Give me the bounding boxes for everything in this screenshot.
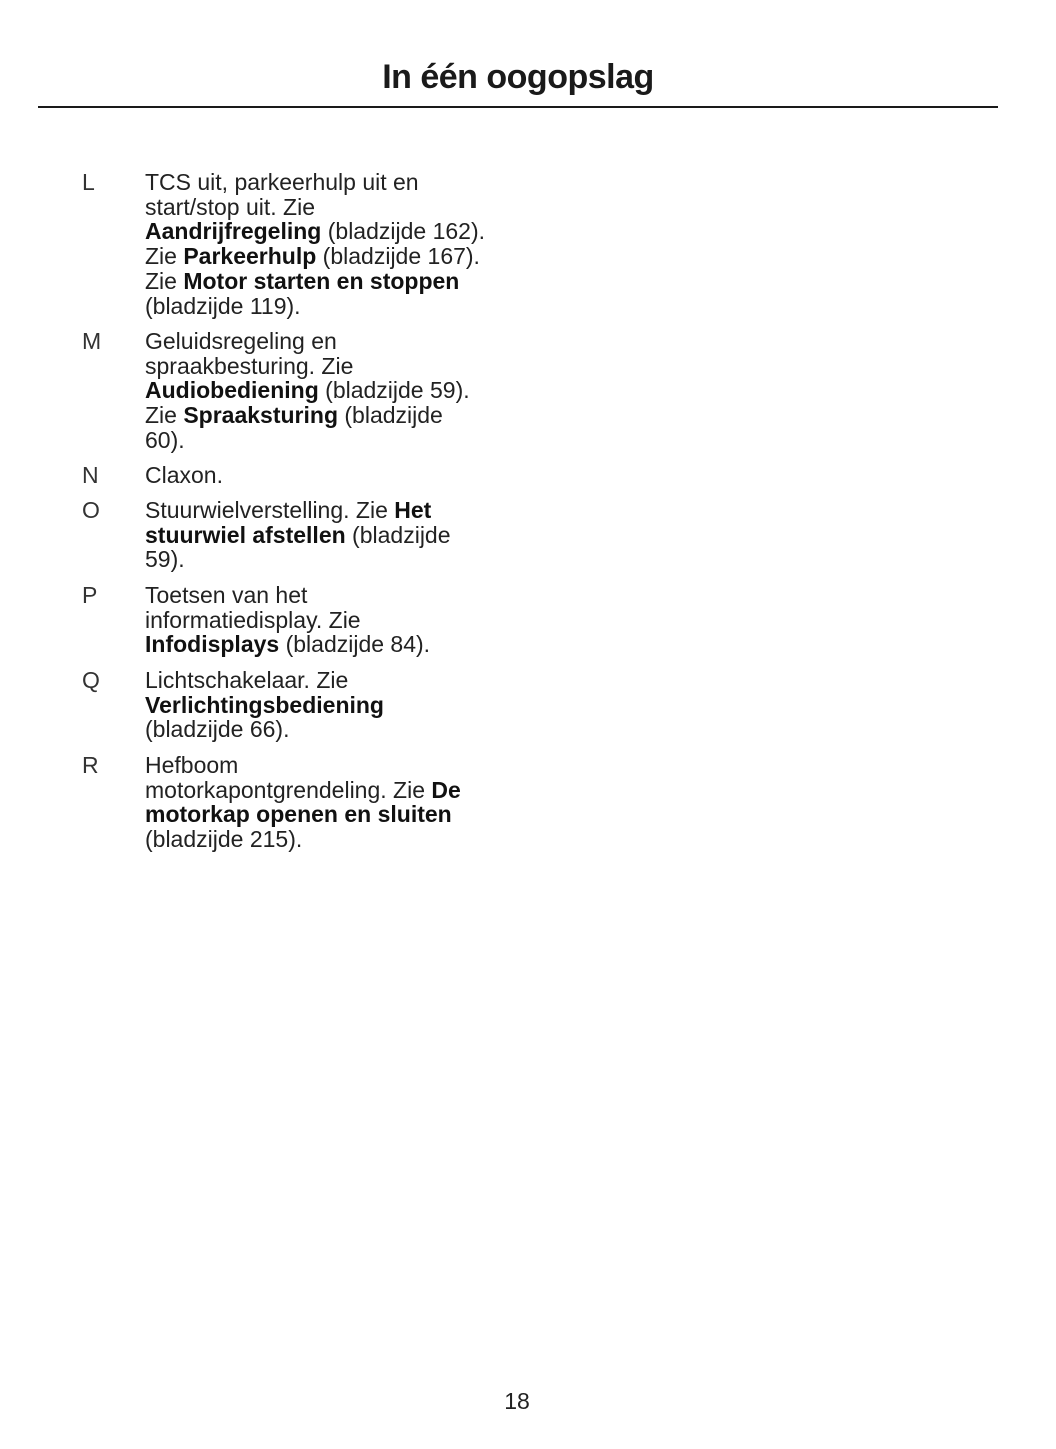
description-text: Claxon.: [145, 462, 223, 488]
section-reference: Aandrijfregeling: [145, 218, 322, 245]
legend-description: [145, 668, 505, 742]
description-text: (bladzijde: [345, 521, 451, 548]
description-text: (bladzijde 167).: [316, 243, 480, 270]
description-text: motorkapontgrendeling. Zie: [145, 776, 432, 803]
section-reference: motorkap openen en sluiten: [145, 801, 452, 828]
description-text: (bladzijde: [338, 402, 443, 429]
description-text: (bladzijde 215).: [145, 826, 303, 853]
description-text: Toetsen van het: [145, 582, 308, 608]
description-text: 59).: [145, 546, 185, 573]
legend-letter: O: [82, 497, 100, 523]
description-text: (bladzijde 66).: [145, 716, 290, 743]
description-text: (bladzijde 84).: [279, 631, 431, 658]
description-text: Stuurwielverstelling. Zie: [145, 497, 395, 523]
description-text: Zie: [145, 267, 184, 294]
description-text: Zie: [145, 402, 184, 429]
legend-letter: R: [82, 752, 99, 778]
legend-description: [145, 498, 505, 572]
section-reference: Het: [394, 497, 432, 523]
description-text: (bladzijde 59).: [318, 377, 470, 404]
legend-description: [145, 170, 505, 318]
section-reference: Audiobediening: [145, 377, 319, 404]
legend-description: [145, 583, 505, 657]
section-reference: Infodisplays: [145, 631, 280, 658]
page-number: 18: [504, 1388, 530, 1414]
legend-description: [145, 329, 505, 453]
section-reference: De: [431, 776, 461, 803]
section-reference: Motor starten en stoppen: [183, 267, 460, 294]
page-title: In één oogopslag: [382, 58, 654, 96]
description-text: Geluidsregeling en: [145, 328, 337, 354]
description-text: spraakbesturing. Zie: [145, 352, 354, 379]
legend-description: [145, 463, 505, 488]
legend-letter: P: [82, 582, 98, 608]
legend-letter: N: [82, 462, 99, 488]
section-reference: Verlichtingsbediening: [145, 691, 384, 718]
description-text: informatiedisplay. Zie: [145, 606, 361, 633]
legend-letter: M: [82, 328, 102, 354]
description-text: start/stop uit. Zie: [145, 193, 316, 220]
description-text: (bladzijde 162).: [321, 218, 486, 245]
legend-letter: L: [82, 169, 95, 195]
section-reference: Spraaksturing: [183, 402, 338, 429]
legend-description: [145, 753, 505, 852]
description-text: Zie: [145, 243, 184, 270]
page-header: [38, 52, 998, 108]
section-reference: stuurwiel afstellen: [145, 521, 346, 548]
description-text: (bladzijde 119).: [145, 292, 301, 319]
description-text: 60).: [145, 426, 185, 453]
description-text: TCS uit, parkeerhulp uit en: [145, 169, 419, 195]
legend-letter: Q: [82, 667, 100, 693]
description-text: Lichtschakelaar. Zie: [145, 667, 349, 693]
description-text: Hefboom: [145, 752, 239, 778]
section-reference: Parkeerhulp: [183, 243, 317, 270]
